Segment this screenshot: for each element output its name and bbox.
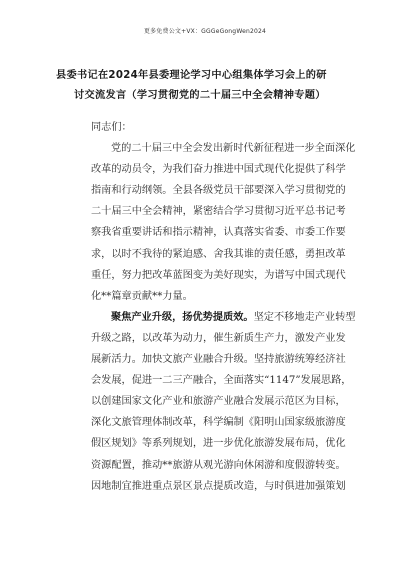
paragraph-line: 资源配置，推动**旅游从观光游向休闲游和度假游转变。 xyxy=(91,459,346,471)
paragraph-line: 党的二十届三中全会发出新时代新征程进一步全面深化 xyxy=(111,143,356,155)
paragraph-2 xyxy=(91,307,361,497)
paragraph-line: 重任，努力把改革蓝图变为美好现实，为谱写中国式现代 xyxy=(91,269,346,281)
paragraph-line: 求，以时不我待的紧迫感、舍我其谁的责任感，勇担改革 xyxy=(91,248,346,260)
paragraph-1 xyxy=(91,138,361,307)
paragraph-line: 深化文旅管理体制改革，科学编制《阳明山国家级旅游度 xyxy=(91,417,346,429)
paragraph-line: 假区规划》等系列规划，进一步优化旅游发展布局，优化 xyxy=(91,438,346,450)
paragraph-line: 察我省重要讲话和指示精神，认真落实省委、市委工作要 xyxy=(91,227,346,239)
paragraph-line: 改革的动员令，为我们奋力推进中国式现代化提供了科学 xyxy=(91,164,346,176)
paragraph-line: 二十届三中全会精神，紧密结合学习贯彻习近平总书记考 xyxy=(91,206,346,218)
paragraph-line: 化**篇章贡献**力量。 xyxy=(91,290,193,302)
paragraph-line-rest: 坚定不移地走产业转型 xyxy=(253,311,356,323)
document-title-line-1: 县委书记在2024年县委理论学习中心组集体学习会上的研 xyxy=(56,70,327,81)
paragraph-line: 会发展，促进一二三产融合，全面落实“1147”发展思路， xyxy=(91,375,352,387)
paragraph-line: 升级之路，以改革为动力，催生新质生产力，激发产业发 xyxy=(91,332,346,344)
paragraph-line: 以创建国家文化产业和旅游产业融合发展示范区为目标， xyxy=(91,396,346,408)
paragraph-first-line xyxy=(91,307,361,328)
document-body xyxy=(91,117,361,497)
header-note: 更多免费公文+VX：GGGeGongWen2024 xyxy=(143,28,267,35)
paragraph-lead-heading: 聚焦产业升级，扬优势提质效。 xyxy=(111,311,254,323)
salutation: 同志们： xyxy=(91,122,132,133)
paragraph-line: 指南和行动纲领。全县各级党员干部要深入学习贯彻党的 xyxy=(91,185,346,197)
document-title-line-2: 讨交流发言（学习贯彻党的二十届三中全会精神专题） xyxy=(74,90,326,101)
paragraph-line: 因地制宜推进重点景区景点提质改造，与时俱进加强策划 xyxy=(91,480,346,492)
paragraph-line: 展新活力。加快文旅产业融合升级。坚持旅游统筹经济社 xyxy=(91,354,346,366)
